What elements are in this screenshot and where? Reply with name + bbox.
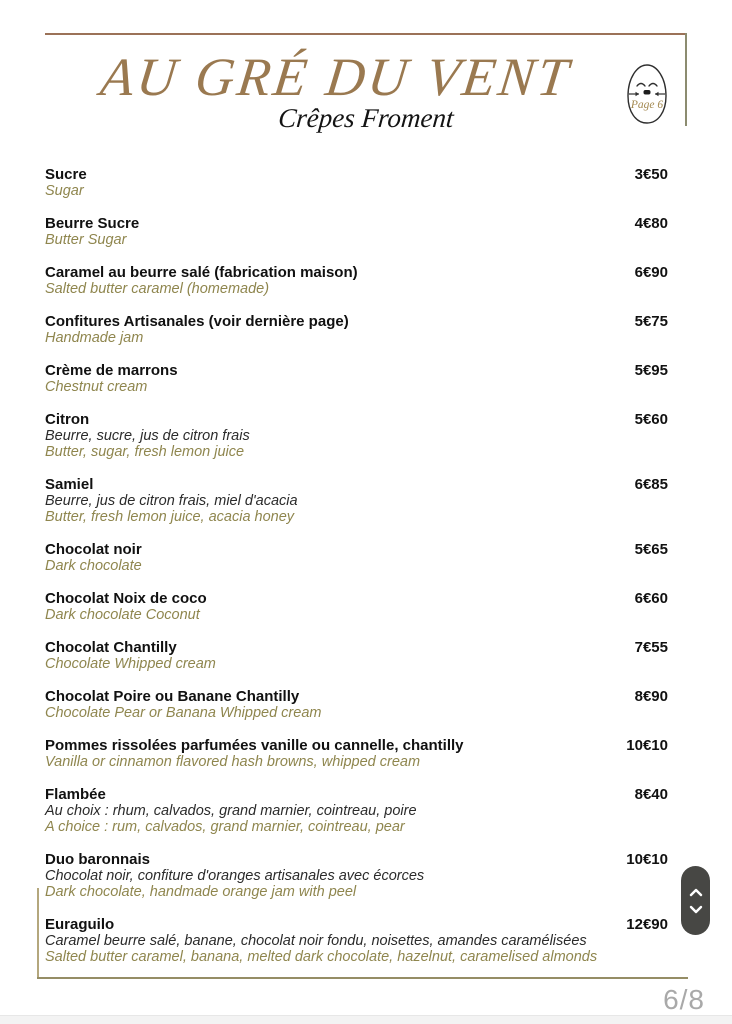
menu-item-name: Pommes rissolées parfumées vanille ou cannelle, chantilly <box>45 737 464 754</box>
menu-item-price: 5€60 <box>634 411 668 428</box>
menu-item-name: Duo baronnais <box>45 851 151 868</box>
menu-item-text <box>45 167 616 199</box>
menu-item-description-en: Salted butter caramel (homemade) <box>45 281 270 297</box>
menu-item-price: 5€75 <box>634 313 668 330</box>
menu-item-text <box>45 917 616 965</box>
menu-item-description-en: A choice : rum, calvados, grand marnier, cointreau, pear <box>45 819 405 835</box>
chevron-up-icon <box>689 888 703 897</box>
menu-items <box>45 167 668 982</box>
menu-item-description-en: Dark chocolate <box>45 558 142 574</box>
menu-item-description-fr: Chocolat noir, confiture d'oranges artisanales avec écorces <box>45 868 425 884</box>
menu-item-name: Confitures Artisanales (voir dernière page) <box>45 313 349 330</box>
page-subtitle: Crêpes Froment <box>277 103 455 133</box>
menu-item <box>45 917 668 965</box>
frame-bottom-left-line <box>37 888 39 979</box>
menu-item <box>45 477 668 525</box>
menu-item <box>45 167 668 199</box>
menu-item-description-fr: Beurre, sucre, jus de citron frais <box>45 428 250 444</box>
menu-item <box>45 363 668 395</box>
restaurant-title: AU GRÉ DU VENT <box>97 47 575 107</box>
menu-item-price: 5€65 <box>634 541 668 558</box>
menu-item <box>45 216 668 248</box>
menu-item-text <box>45 689 616 721</box>
menu-item <box>45 787 668 835</box>
menu-item-text <box>45 363 616 395</box>
menu-item-description-fr: Beurre, jus de citron frais, miel d'acacia <box>45 493 298 509</box>
menu-item <box>45 542 668 574</box>
menu-item-text <box>45 787 616 835</box>
menu-item <box>45 640 668 672</box>
menu-item-description-fr: Au choix : rhum, calvados, grand marnier, cointreau, poire <box>45 803 417 819</box>
menu-item-text <box>45 591 616 623</box>
menu-item-name: Chocolat Poire ou Banane Chantilly <box>45 688 300 705</box>
menu-item-description-en: Vanilla or cinnamon flavored hash browns, whipped cream <box>45 754 421 770</box>
menu-item-name: Euraguilo <box>45 916 115 933</box>
menu-item-name: Chocolat Noix de coco <box>45 590 207 607</box>
page-indicator: 6/8 <box>663 984 705 1015</box>
menu-item-description-en: Handmade jam <box>45 330 144 346</box>
menu-item-description-en: Chocolate Whipped cream <box>45 656 216 672</box>
menu-item-description-fr: Caramel beurre salé, banane, chocolat noir fondu, noisettes, amandes caramélisées <box>45 933 587 949</box>
menu-item-price: 8€40 <box>634 786 668 803</box>
menu-item-price: 6€60 <box>634 590 668 607</box>
menu-item <box>45 412 668 460</box>
menu-item-description-en: Butter, sugar, fresh lemon juice <box>45 444 245 460</box>
menu-item-text <box>45 640 616 672</box>
frame-top-line <box>45 33 687 35</box>
menu-item-name: Caramel au beurre salé (fabrication maison) <box>45 264 358 281</box>
menu-item-name: Crème de marrons <box>45 362 178 379</box>
menu-item <box>45 591 668 623</box>
menu-item-text <box>45 412 616 460</box>
chevron-down-icon <box>689 905 703 914</box>
menu-item-price: 10€10 <box>626 851 668 868</box>
egg-mascot-icon <box>624 63 670 125</box>
menu-item <box>45 314 668 346</box>
menu-item-text <box>45 265 616 297</box>
menu-item-description-en: Butter, fresh lemon juice, acacia honey <box>45 509 295 525</box>
menu-item <box>45 852 668 900</box>
menu-item-description-en: Dark chocolate, handmade orange jam with peel <box>45 884 357 900</box>
menu-item-name: Flambée <box>45 786 106 803</box>
menu-item-price: 6€85 <box>634 476 668 493</box>
page-badge-label: Page 6 <box>630 99 664 111</box>
scroll-down-button[interactable] <box>688 904 704 914</box>
menu-item-price: 8€90 <box>634 688 668 705</box>
menu-item-description-en: Chestnut cream <box>45 379 148 395</box>
menu-item-price: 12€90 <box>626 916 668 933</box>
scroll-widget <box>681 866 710 935</box>
menu-item-description-en: Dark chocolate Coconut <box>45 607 200 623</box>
menu-item-name: Chocolat noir <box>45 541 142 558</box>
menu-item-text <box>45 314 616 346</box>
menu-item <box>45 689 668 721</box>
menu-item-name: Chocolat Chantilly <box>45 639 177 656</box>
scroll-up-button[interactable] <box>688 887 704 897</box>
menu-item-price: 7€55 <box>634 639 668 656</box>
menu-item-text <box>45 477 616 525</box>
menu-item-text <box>45 542 616 574</box>
menu-item-description-en: Sugar <box>45 183 84 199</box>
menu-item-name: Samiel <box>45 476 94 493</box>
menu-item-price: 4€80 <box>634 215 668 232</box>
menu-item <box>45 738 668 770</box>
menu-item-description-en: Butter Sugar <box>45 232 127 248</box>
menu-item-price: 5€95 <box>634 362 668 379</box>
menu-item-description-en: Chocolate Pear or Banana Whipped cream <box>45 705 322 721</box>
menu-item-price: 6€90 <box>634 264 668 281</box>
menu-item <box>45 265 668 297</box>
bottom-edge-strip <box>0 1015 732 1024</box>
menu-item-text <box>45 216 616 248</box>
menu-item-text <box>45 738 616 770</box>
menu-item-price: 10€10 <box>626 737 668 754</box>
menu-item-text <box>45 852 616 900</box>
menu-item-description-en: Salted butter caramel, banana, melted dark chocolate, hazelnut, caramelised almonds <box>45 949 598 965</box>
menu-item-name: Citron <box>45 411 90 428</box>
menu-item-price: 3€50 <box>634 166 668 183</box>
menu-item-name: Beurre Sucre <box>45 215 140 232</box>
menu-item-name: Sucre <box>45 166 87 183</box>
